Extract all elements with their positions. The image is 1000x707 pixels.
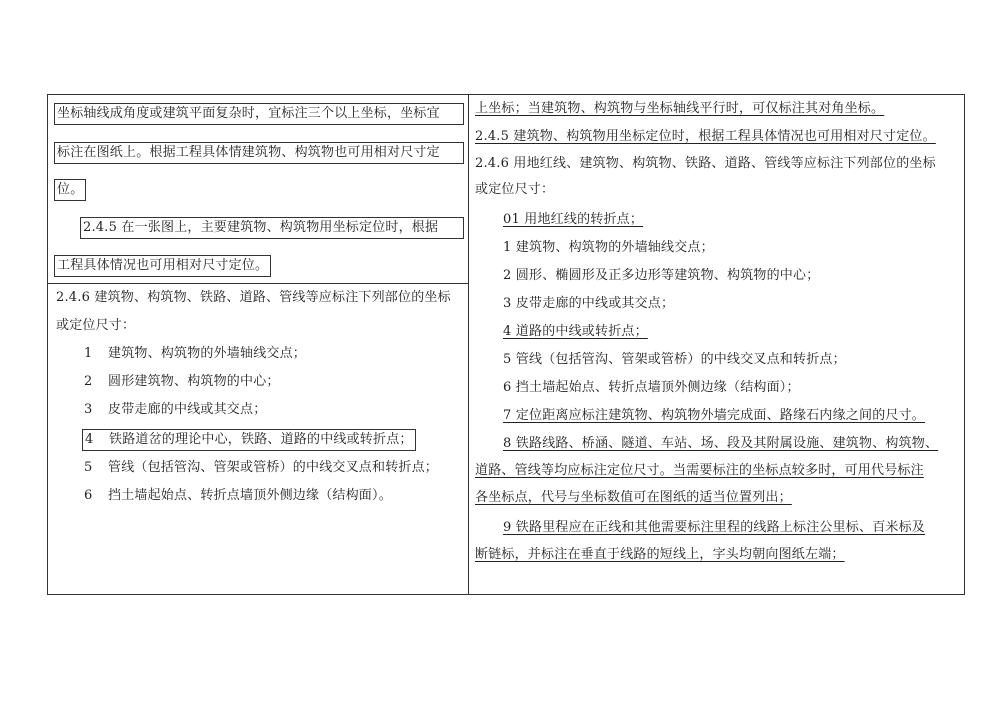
right-line-11: 6 挡土墙起始点、转折点墙顶外侧边缘（结构面）； [503, 380, 800, 395]
left-item-6 [84, 487, 392, 505]
left-item-2-num: 2 [84, 374, 93, 389]
right-line-12: 7 定位距离应标注建筑物、构筑物外墙完成面、路缘石内缘之间的尺寸。 [503, 408, 926, 423]
left-top-line-1: 坐标轴线成角度或建筑平面复杂时，宜标注三个以上坐标，坐标宜 [54, 103, 464, 125]
right-line-17: 断链标，并标注在垂直于线路的短线上，字头均朝向图纸左端； [475, 547, 845, 562]
right-line-14: 道路、管线等均应标注定位尺寸。当需要标注的坐标点较多时，可用代号标注 [475, 463, 924, 478]
comparison-table [47, 94, 965, 595]
left-item-4-num: 4 [85, 432, 94, 447]
right-line-15: 各坐标点，代号与坐标数值可在图纸的适当位置列出； [475, 490, 792, 505]
left-item-1-num: 1 [84, 346, 93, 361]
left-heading-line-2: 或定位尺寸： [56, 318, 136, 333]
right-line-2: 2.4.5 建筑物、构筑物用坐标定位时，根据工程具体情况也可用相对尺寸定位。 [475, 129, 936, 144]
left-bottom-cell [48, 283, 468, 594]
left-item-5-text: 管线（包括管沟、管架或管桥）的中线交叉点和转折点； [108, 460, 439, 475]
left-item-2 [84, 373, 280, 391]
left-item-3 [84, 401, 266, 419]
left-column [48, 95, 469, 594]
left-top-line-4: 2.4.5 在一张图上，主要建筑物、构筑物用坐标定位时，根据 [80, 217, 464, 239]
right-line-16: 9 铁路里程应在正线和其他需要标注里程的线路上标注公里标、百米标及 [503, 520, 926, 535]
left-item-6-num: 6 [84, 488, 93, 503]
left-item-6-text: 挡土墙起始点、转折点墙顶外侧边缘（结构面）。 [108, 488, 392, 503]
left-top-line-5: 工程具体情况也可用相对尺寸定位。 [54, 255, 271, 277]
right-line-5: 01 用地红线的转折点； [503, 212, 644, 227]
right-line-7: 2 圆形、椭圆形及正多边形等建筑物、构筑物的中心； [503, 268, 820, 283]
right-line-9: 4 道路的中线或转折点； [503, 324, 648, 339]
right-column [469, 95, 964, 594]
left-item-5-num: 5 [84, 460, 93, 475]
right-line-4: 或定位尺寸： [475, 182, 555, 197]
left-item-3-text: 皮带走廊的中线或其交点； [108, 402, 267, 417]
left-item-4-text: 铁路道岔的理论中心，铁路、道路的中线或转折点； [109, 432, 413, 447]
left-item-5 [84, 459, 438, 477]
left-item-1 [84, 345, 306, 363]
left-top-line-3: 位。 [54, 179, 86, 201]
left-top-cell [48, 95, 468, 284]
left-heading-line-1: 2.4.6 建筑物、构筑物、铁路、道路、管线等应标注下列部位的坐标 [56, 290, 451, 305]
right-line-8: 3 皮带走廊的中线或其交点； [503, 296, 675, 311]
right-line-10: 5 管线（包括管沟、管架或管桥）的中线交叉点和转折点； [503, 352, 846, 367]
left-item-1-text: 建筑物、构筑物的外墙轴线交点； [108, 346, 307, 361]
right-line-13: 8 铁路线路、桥涵、隧道、车站、场、段及其附属设施、建筑物、构筑物、 [503, 436, 939, 451]
left-item-4 [82, 429, 416, 451]
left-item-3-num: 3 [84, 402, 93, 417]
right-line-6: 1 建筑物、构筑物的外墙轴线交点； [503, 240, 714, 255]
left-item-2-text: 圆形建筑物、构筑物的中心； [108, 374, 280, 389]
right-line-1: 上坐标；当建筑物、构筑物与坐标轴线平行时，可仅标注其对角坐标。 [475, 101, 885, 116]
right-line-3: 2.4.6 用地红线、建筑物、构筑物、铁路、道路、管线等应标注下列部位的坐标 [475, 156, 936, 171]
left-top-line-2: 标注在图纸上。根据工程具体情建筑物、构筑物也可用相对尺寸定 [54, 142, 464, 164]
